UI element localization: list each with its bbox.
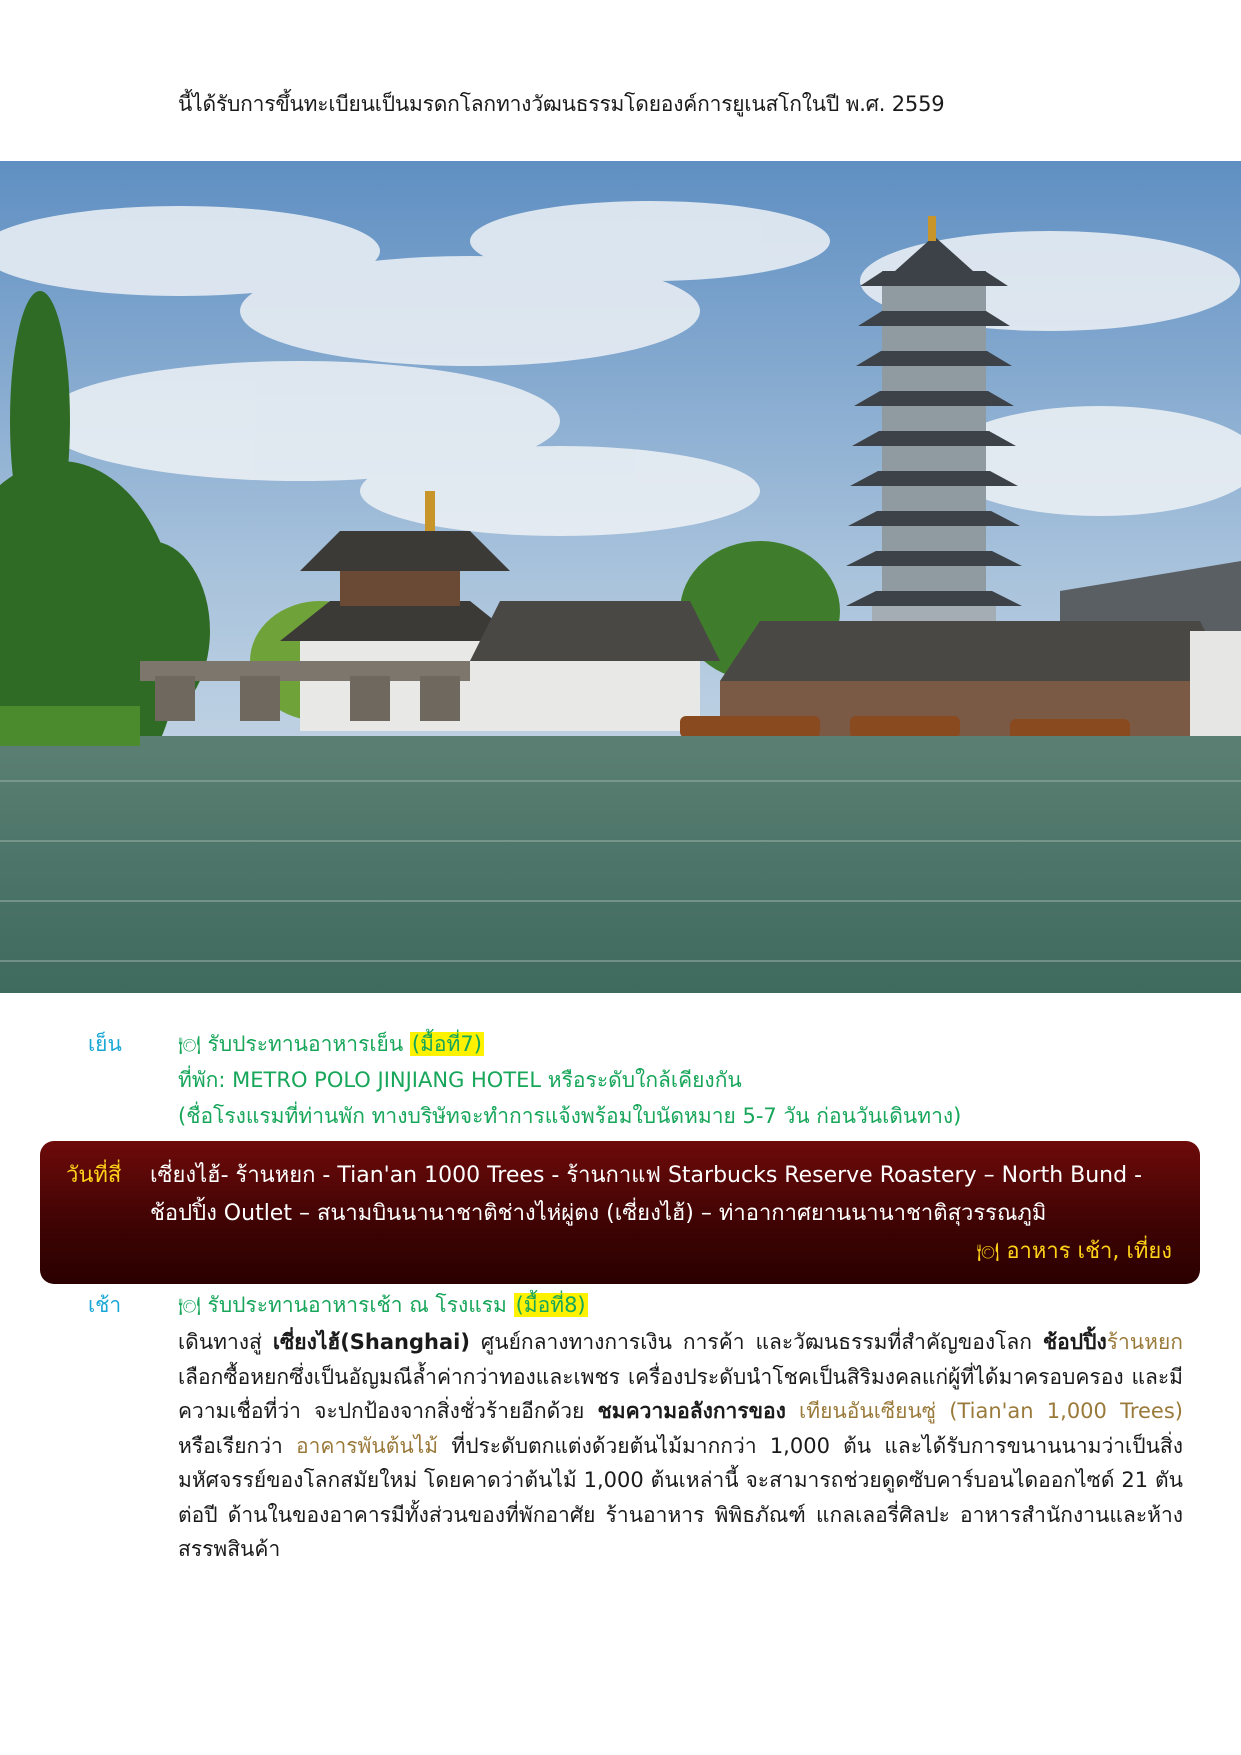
intro-text: นี้ได้รับการขึ้นทะเบียนเป็นมรดกโลกทางวัฒนธรรมโดยองค์การยูเนสโกในปี พ.ศ. 2559 [178,92,945,116]
day-route: เซี่ยงไฮ้- ร้านหยก - Tian'an 1000 Trees - ร้านกาแฟ Starbucks Reserve Roastery – North Bund - ช้อปปิ้ง Outlet – สนามบินนานาชาติช่างไห่ผู่ตง (เซี่ยงไฮ้) – ท่าอากาศยานนานาชาติสุวรรณภูมิ [150,1163,1143,1226]
dish-icon: 🍽 [178,1035,201,1056]
day-four-banner [40,1141,1200,1284]
dinner-label-text: เย็น [88,1032,122,1056]
breakfast-meal-text: รับประทานอาหารเช้า ณ โรงแรม [207,1293,507,1317]
breakfast-meal-line [178,1287,588,1325]
dinner-meal-tag: (มื้อที่7) [411,1032,482,1056]
dinner-meal-text: รับประทานอาหารเย็น [207,1032,404,1056]
dinner-meal-line [178,1026,484,1064]
hotel-note: (ชื่อโรงแรมที่ท่านพัก ทางบริษัทจะทำการแจ้งพร้อมใบนัดหมาย 5-7 วัน ก่อนวันเดินทาง) [178,1104,962,1128]
day-four-description [178,1325,1183,1567]
breakfast-label [88,1287,121,1324]
para-text: หรือเรียกว่า [178,1433,297,1458]
para-tianan: เทียนอันเซียนซู่ (Tian'an 1,000 Trees) [785,1399,1183,1423]
hotel-line: ที่พัก: METRO POLO JINJIANG HOTEL หรือระดับใกล้เคียงกัน [178,1068,742,1092]
para-thousand-trees: อาคารพันต้นไม้ [296,1433,439,1458]
dish-icon: 🍽 [976,1242,1000,1263]
dish-icon: 🍽 [178,1296,201,1317]
para-text: เลือกซื้อหยกซึ่งเป็นอัญมณีล้ำค่ากว่าทองและเพชร เครื่องประดับนำโชคเป็นสิริมงคลแก่ผู้ที่ได้มาครอบครอง และมีความเชื่อที่ว่า จะปกป้องจากสิ่งชั่วร้ายอีกด้วย [178,1364,1183,1423]
para-text: เดินทางสู่ [178,1330,273,1354]
breakfast-label-text: เช้า [88,1293,122,1317]
dinner-label [88,1026,122,1063]
breakfast-meal-tag: (มื้อที่8) [515,1293,586,1317]
day-meals [976,1233,1172,1268]
para-bold-shanghai: เซี่ยงไฮ้(Shanghai) [272,1330,470,1354]
day-label: วันที่สี่ [66,1163,122,1188]
para-text: ศูนย์กลางทางการเงิน การค้า และวัฒนธรรมที่สำคัญของโลก [469,1330,1043,1354]
para-bold-see: ชมความอลังการของ [597,1399,786,1423]
para-jade-shop: ร้านหยก [1106,1330,1183,1354]
para-text: ที่ประดับตกแต่งด้วยต้นไม้มากกว่า 1,000 ต้น และได้รับการขนานนามว่าเป็นสิ่งมหัศจรรย์ของโลกสมัยใหม่ โดยคาดว่าต้นไม้ 1,000 ต้นเหล่านี้ จะสามารถช่วยดูดซับคาร์บอนไดออกไซด์ 21 ตันต่อปี ด้านในของอาคารมีทั้งส่วนของที่พักอาศัย ร้านอาหาร พิพิธภัณฑ์ แกลเลอรี่ศิลปะ อาหารสำนักงานและห้างสรรพสินค้า [178,1433,1183,1561]
para-bold-shopping: ช้อปปิ้ง [1042,1330,1107,1354]
day-meals-text: อาหาร เช้า, เที่ยง [1006,1239,1172,1264]
pagoda-lake-photo [0,161,1241,993]
